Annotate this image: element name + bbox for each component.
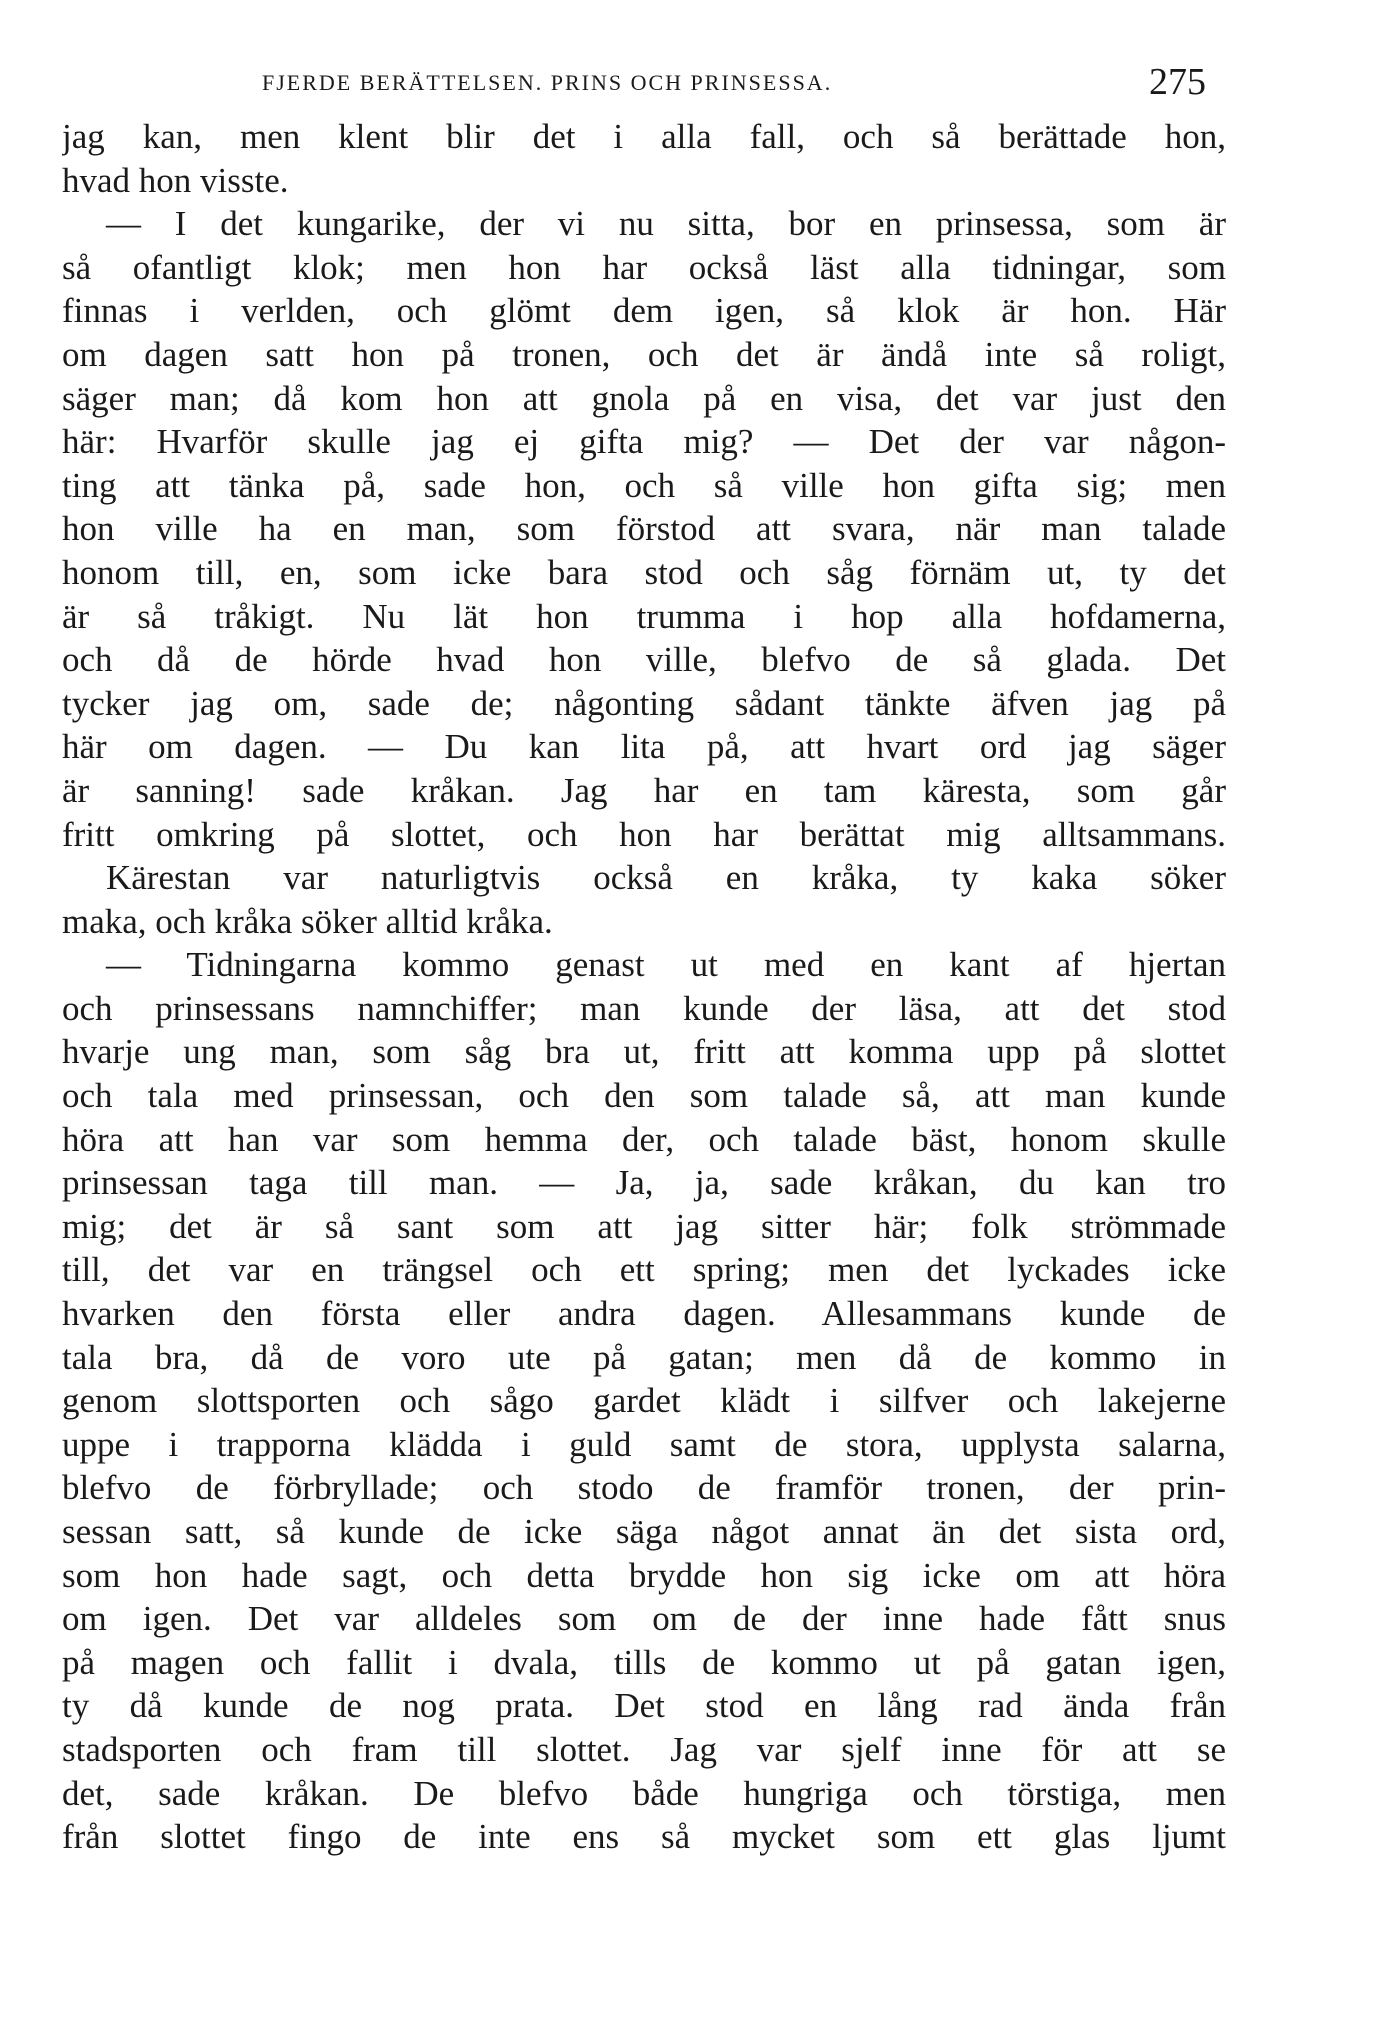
text-line: sessan satt, så kunde de icke säga något annat än det sista ord, bbox=[62, 1512, 1226, 1551]
text-line: fritt omkring på slottet, och hon har berättat mig alltsammans. bbox=[62, 814, 1226, 854]
text-line: hvarken den första eller andra dagen. Allesammans kunde de bbox=[62, 1294, 1226, 1334]
text-line: hvad hon visste. bbox=[62, 160, 289, 200]
page-number: 275 bbox=[1149, 61, 1206, 103]
text-line: honom till, en, som icke bara stod och såg förnäm ut, ty det bbox=[62, 552, 1226, 592]
text-line: som hon hade sagt, och detta brydde hon sig icke om att höra bbox=[62, 1555, 1226, 1595]
text-line: är så tråkigt. Nu lät hon trumma i hop alla hofdamerna, bbox=[62, 596, 1226, 636]
text-line: säger man; då kom hon att gnola på en visa, det var just den bbox=[62, 378, 1226, 418]
text-line: jag kan, men klent blir det i alla fall, och så berättade hon, bbox=[62, 117, 1226, 156]
running-title: FJERDE BERÄTTELSEN. PRINS OCH PRINSESSA. bbox=[262, 70, 833, 95]
text-line: blefvo de förbryllade; och stodo de framför tronen, der prin- bbox=[62, 1468, 1226, 1508]
text-line: — Tidningarna kommo genast ut med en kant af hjertan bbox=[106, 945, 1226, 985]
text-line: på magen och fallit i dvala, tills de kommo ut på gatan igen, bbox=[62, 1642, 1226, 1682]
text-line: om dagen satt hon på tronen, och det är ändå inte så roligt, bbox=[62, 334, 1226, 374]
text-line: genom slottsporten och sågo gardet klädt i silfver och lakejerne bbox=[62, 1381, 1226, 1421]
text-line: här om dagen. — Du kan lita på, att hvart ord jag säger bbox=[62, 727, 1226, 767]
text-line: är sanning! sade kråkan. Jag har en tam käresta, som går bbox=[62, 770, 1226, 810]
text-line: ty då kunde de nog prata. Det stod en lång rad ända från bbox=[62, 1686, 1226, 1726]
body-text bbox=[62, 115, 1226, 1859]
text-line: om igen. Det var alldeles som om de der inne hade fått snus bbox=[62, 1599, 1226, 1639]
running-head bbox=[62, 60, 1226, 110]
text-line: hvarje ung man, som såg bra ut, fritt att komma upp på slottet bbox=[62, 1032, 1226, 1072]
text-line: ting att tänka på, sade hon, och så ville hon gifta sig; men bbox=[62, 465, 1226, 505]
text-line: tala bra, då de voro ute på gatan; men då de kommo in bbox=[62, 1337, 1226, 1377]
text-line: maka, och kråka söker alltid kråka. bbox=[62, 901, 553, 941]
text-line: prinsessan taga till man. — Ja, ja, sade kråkan, du kan tro bbox=[62, 1163, 1226, 1203]
text-line: höra att han var som hemma der, och talade bäst, honom skulle bbox=[62, 1119, 1226, 1159]
text-line: och tala med prinsessan, och den som talade så, att man kunde bbox=[62, 1076, 1226, 1116]
text-line: och prinsessans namnchiffer; man kunde der läsa, att det stod bbox=[62, 988, 1226, 1028]
text-line: — I det kungarike, der vi nu sitta, bor en prinsessa, som är bbox=[106, 204, 1226, 244]
text-line: så ofantligt klok; men hon har också läst alla tidningar, som bbox=[62, 247, 1226, 287]
text-line: mig; det är så sant som att jag sitter här; folk strömmade bbox=[62, 1206, 1226, 1246]
text-line: och då de hörde hvad hon ville, blefvo de så glada. Det bbox=[62, 640, 1226, 680]
text-line: det, sade kråkan. De blefvo både hungriga och törstiga, men bbox=[62, 1773, 1226, 1813]
text-line: Kärestan var naturligtvis också en kråka, ty kaka söker bbox=[106, 858, 1226, 898]
text-line: från slottet fingo de inte ens så mycket som ett glas ljumt bbox=[62, 1817, 1226, 1857]
text-line: finnas i verlden, och glömt dem igen, så klok är hon. Här bbox=[62, 291, 1226, 331]
text-line: uppe i trapporna klädda i guld samt de stora, upplysta salarna, bbox=[62, 1424, 1226, 1464]
text-line: hon ville ha en man, som förstod att svara, när man talade bbox=[62, 509, 1226, 549]
text-line: till, det var en trängsel och ett spring; men det lyckades icke bbox=[62, 1250, 1226, 1290]
text-line: stadsporten och fram till slottet. Jag var sjelf inne för att se bbox=[62, 1729, 1226, 1769]
text-line: här: Hvarför skulle jag ej gifta mig? — Det der var någon- bbox=[62, 422, 1226, 462]
book-page bbox=[62, 0, 1226, 2027]
text-line: tycker jag om, sade de; någonting sådant tänkte äfven jag på bbox=[62, 683, 1226, 723]
